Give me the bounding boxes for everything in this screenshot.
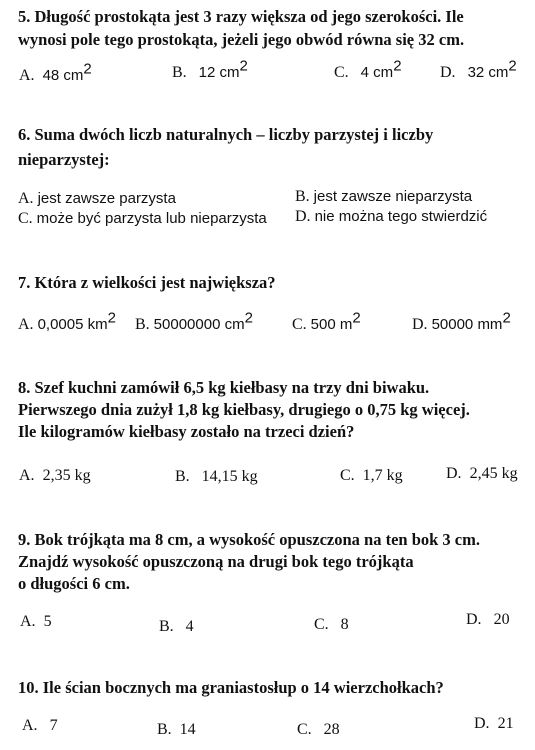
question-line: Ile kilogramów kiełbasy zostało na trzeci dzień? <box>18 422 355 441</box>
question-text <box>18 377 533 442</box>
option-b: B. 50000000 $cm^2$ <box>135 309 253 333</box>
question-text <box>18 124 533 170</box>
option-b: B. 12 $cm^2$ <box>172 57 248 81</box>
option-b: B. jest zawsze nieparzysta <box>295 188 473 205</box>
option-c: C. 8 <box>314 616 349 633</box>
option-b: B. 4 <box>159 618 194 635</box>
option-c: C. 1,7 kg <box>340 467 403 484</box>
question-text <box>18 6 533 50</box>
option-a: A. jest zawsze parzysta <box>18 190 176 207</box>
option-c: C. może być parzysta lub nieparzysta <box>18 210 267 227</box>
option-d: D. 32 $cm^2$ <box>440 57 517 81</box>
option-a: A. 0,0005 $km^2$ <box>18 309 116 333</box>
option-a: A. 7 <box>22 717 58 734</box>
question-line: nieparzystej: <box>18 150 110 169</box>
question-text <box>18 529 533 594</box>
question-line: 5. Długość prostokąta jest 3 razy większa od jego szerokości. Ile <box>18 7 464 26</box>
option-a: A. 5 <box>20 613 52 630</box>
question-text <box>18 677 533 698</box>
question-line: 6. Suma dwóch liczb naturalnych – liczby parzystej i liczby <box>18 125 434 144</box>
option-d: D. 2,45 kg <box>446 465 518 482</box>
question-line: o długości 6 cm. <box>18 574 130 593</box>
option-d: D. nie można tego stwierdzić <box>295 208 488 225</box>
option-c: C. 4 $cm^2$ <box>334 57 402 81</box>
option-b: B. 14 <box>157 721 196 738</box>
option-a: A. 48 $cm^2$ <box>19 60 92 84</box>
question-line: 10. Ile ścian bocznych ma graniastosłup o 14 wierzchołkach? <box>18 678 444 697</box>
option-a: A. 2,35 kg <box>19 467 91 484</box>
option-b: B. 14,15 kg <box>175 468 258 485</box>
option-d: D. 20 <box>466 611 510 628</box>
option-d: D. 50000 $mm^2$ <box>412 309 511 333</box>
question-line: 9. Bok trójkąta ma 8 cm, a wysokość opuszczona na ten bok 3 cm. <box>18 530 480 549</box>
question-line: Znajdź wysokość opuszczoną na drugi bok tego trójkąta <box>18 552 414 571</box>
question-line: 8. Szef kuchni zamówił 6,5 kg kiełbasy na trzy dni biwaku. <box>18 378 430 397</box>
option-d: D. 21 <box>474 715 514 732</box>
question-line: wynosi pole tego prostokąta, jeżeli jego obwód równa się 32 cm. <box>18 30 465 49</box>
option-c: C. 28 <box>297 721 340 738</box>
option-c: C. 500 $m^2$ <box>292 309 361 333</box>
question-line: 7. Która z wielkości jest największa? <box>18 273 276 292</box>
question-text <box>18 272 533 293</box>
question-line: Pierwszego dnia zużył 1,8 kg kiełbasy, drugiego o 0,75 kg więcej. <box>18 400 470 419</box>
